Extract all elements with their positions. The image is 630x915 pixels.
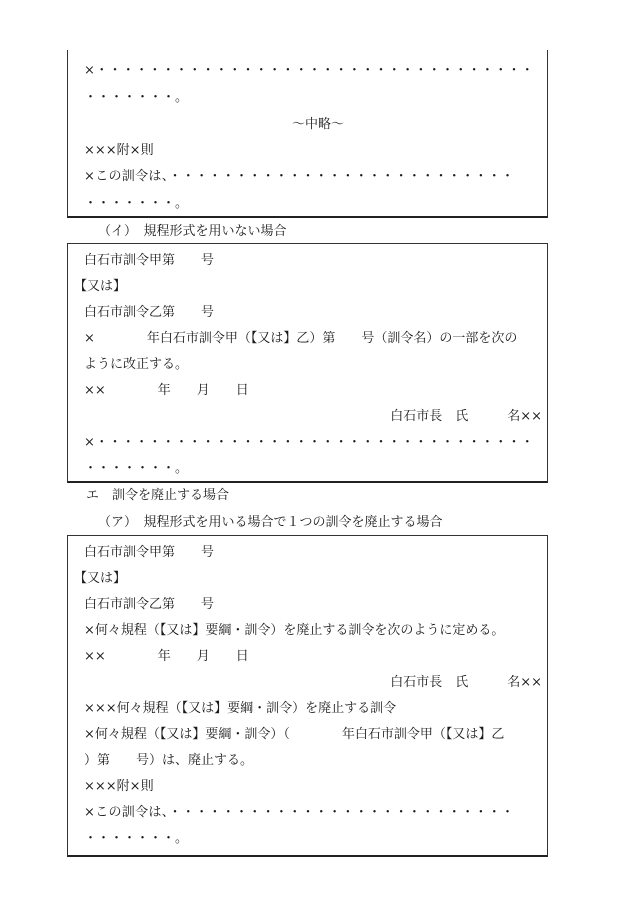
text-line: ・・・・・・・。 [84, 90, 189, 105]
amendment-text-cont: ように改正する。 [84, 357, 189, 372]
directive-number-b: 白石市訓令乙第 号 [84, 597, 215, 612]
directive-number-a: 白石市訓令甲第 号 [84, 253, 215, 268]
section-heading-e: エ 訓令を廃止する場合 [86, 488, 230, 503]
enactment-text: ×何々規程（【又は】要綱・訓令）を廃止する訓令を次のように定める。 [84, 623, 505, 638]
continued-text-box [67, 50, 548, 218]
mayor-signature-line: 白石市長 氏 名×× [390, 409, 542, 424]
date-line: ×× 年 月 日 [84, 649, 249, 664]
abolition-format-box [67, 535, 548, 857]
text-line: ・・・・・・・。 [84, 461, 189, 476]
amendment-format-box [67, 243, 548, 483]
text-line: ×この訓令は、・・・・・・・・・・・・・・・・・・・・・・・・・・ [84, 169, 515, 184]
text-line: ×この訓令は、・・・・・・・・・・・・・・・・・・・・・・・・・・ [84, 805, 515, 820]
date-line: ×× 年 月 日 [84, 383, 249, 398]
text-line: ・・・・・・・。 [84, 196, 189, 211]
text-line: ・・・・・・・。 [84, 831, 189, 846]
section-heading-i: （イ） 規程形式を用いない場合 [98, 224, 287, 239]
directive-number-b: 白石市訓令乙第 号 [84, 305, 215, 320]
section-heading-a: （ア） 規程形式を用いる場合で１つの訓令を廃止する場合 [98, 515, 443, 530]
omission-mark: 〜中略〜 [292, 117, 345, 132]
supplementary-provision: ×××附×則 [84, 143, 154, 158]
or-marker: 【又は】 [74, 279, 127, 294]
directive-title: ×××何々規程（【又は】要綱・訓令）を廃止する訓令 [84, 701, 397, 716]
abolition-text-cont: ）第 号）は、廃止する。 [84, 753, 254, 768]
supplementary-provision: ×××附×則 [84, 779, 154, 794]
mayor-signature-line: 白石市長 氏 名×× [390, 675, 542, 690]
or-marker: 【又は】 [74, 571, 127, 586]
text-line: ×・・・・・・・・・・・・・・・・・・・・・・・・・・・・・・・・・ [84, 435, 535, 450]
directive-number-a: 白石市訓令甲第 号 [84, 545, 215, 560]
amendment-text: × 年白石市訓令甲（【又は】乙）第 号（訓令名）の一部を次の [84, 331, 518, 346]
text-line: ×・・・・・・・・・・・・・・・・・・・・・・・・・・・・・・・・・ [84, 63, 535, 78]
abolition-text: ×何々規程（【又は】要綱・訓令）（ 年白石市訓令甲（【又は】乙 [84, 727, 505, 742]
